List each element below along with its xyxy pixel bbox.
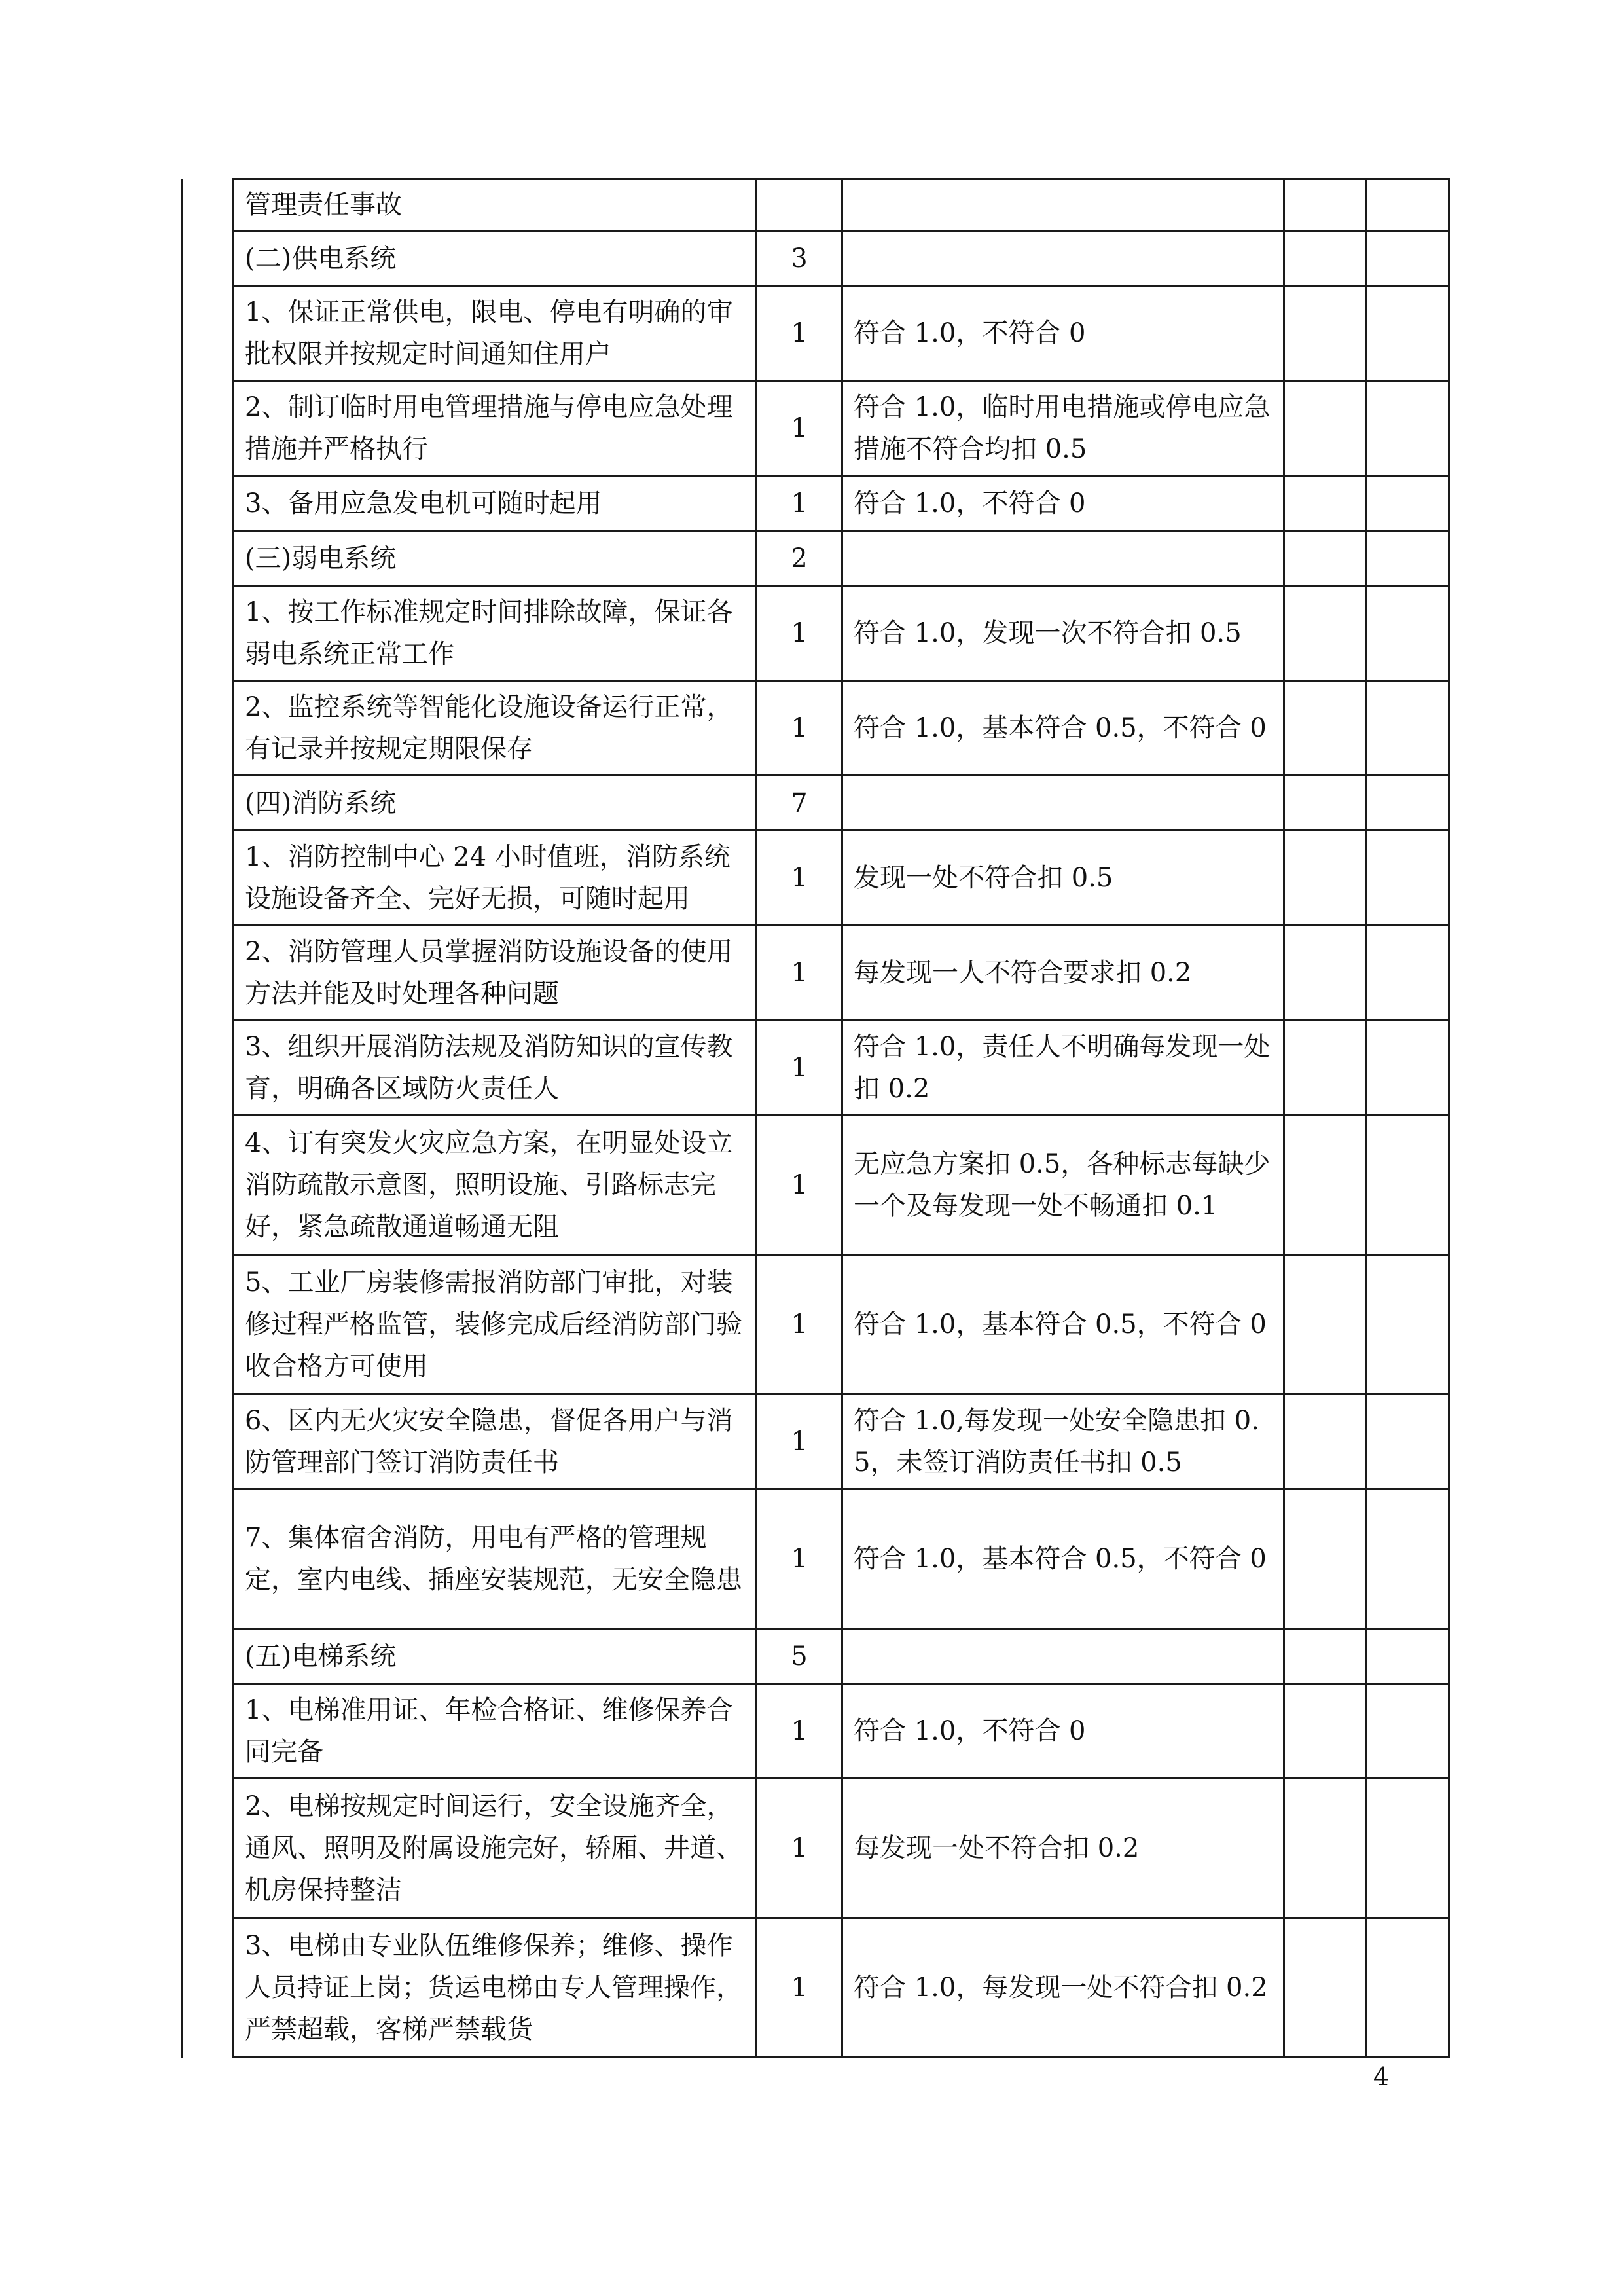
table-row [182,381,1449,476]
standard-cell: 符合 1.0，基本符合 0.5，不符合 0 [842,1489,1284,1629]
item-content: 2、制订临时用电管理措施与停电应急处理措施并严格执行 [234,381,757,476]
section-title: (五)电梯系统 [234,1629,757,1684]
check-cell [1284,231,1367,286]
category-column-cell [182,1779,234,1918]
check-cell [1284,776,1367,831]
score-cell: 1 [757,1489,842,1629]
category-column-cell [182,681,234,776]
table-row [182,831,1449,926]
score-cell: 1 [757,586,842,681]
deduction-cell [1367,1629,1449,1684]
deduction-cell [1367,681,1449,776]
score-cell: 1 [757,1021,842,1116]
section-row [182,776,1449,831]
item-content: 1、保证正常供电，限电、停电有明确的审批权限并按规定时间通知住用户 [234,286,757,381]
score-cell: 1 [757,381,842,476]
score-cell: 1 [757,1116,842,1255]
table-row [182,1021,1449,1116]
item-content: 管理责任事故 [234,179,757,231]
standard-cell [842,231,1284,286]
standard-cell: 符合 1.0，不符合 0 [842,476,1284,531]
score-cell: 1 [757,1684,842,1779]
category-column-cell [182,586,234,681]
category-column-cell [182,1255,234,1394]
category-column-cell [182,476,234,531]
check-cell [1284,1489,1367,1629]
table-row [182,476,1449,531]
section-title: (二)供电系统 [234,231,757,286]
table-row [182,286,1449,381]
check-cell [1284,1684,1367,1779]
score-cell: 1 [757,926,842,1021]
section-row [182,231,1449,286]
deduction-cell [1367,1255,1449,1394]
category-column-cell [182,1021,234,1116]
item-content: 1、按工作标准规定时间排除故障，保证各弱电系统正常工作 [234,586,757,681]
item-content: 7、集体宿舍消防，用电有严格的管理规定，室内电线、插座安装规范，无安全隐患 [234,1489,757,1629]
table-row [182,1918,1449,2058]
item-content: 2、电梯按规定时间运行，安全设施齐全，通风、照明及附属设施完好，轿厢、井道、机房保持整洁 [234,1779,757,1918]
check-cell [1284,1779,1367,1918]
score-cell: 7 [757,776,842,831]
section-row [182,1629,1449,1684]
item-content: 3、组织开展消防法规及消防知识的宣传教育，明确各区域防火责任人 [234,1021,757,1116]
item-content: 1、消防控制中心 24 小时值班，消防系统设施设备齐全、完好无损，可随时起用 [234,831,757,926]
standard-cell: 符合 1.0，不符合 0 [842,1684,1284,1779]
score-cell: 1 [757,1779,842,1918]
deduction-cell [1367,1918,1449,2058]
score-cell: 1 [757,1255,842,1394]
table-row [182,1116,1449,1255]
category-column-cell [182,926,234,1021]
standard-cell: 发现一处不符合扣 0.5 [842,831,1284,926]
category-column-cell [182,1918,234,2058]
score-cell: 1 [757,286,842,381]
table-row [182,179,1449,231]
standard-cell: 每发现一处不符合扣 0.2 [842,1779,1284,1918]
standard-cell: 符合 1.0，责任人不明确每发现一处扣 0.2 [842,1021,1284,1116]
check-cell [1284,476,1367,531]
page-number: 4 [1373,2062,1390,2091]
section-title: (三)弱电系统 [234,531,757,586]
score-cell: 1 [757,1918,842,2058]
standard-cell [842,179,1284,231]
deduction-cell [1367,1116,1449,1255]
deduction-cell [1367,831,1449,926]
deduction-cell [1367,926,1449,1021]
deduction-cell [1367,381,1449,476]
standard-cell: 符合 1.0，基本符合 0.5，不符合 0 [842,681,1284,776]
standard-cell: 符合 1.0，基本符合 0.5，不符合 0 [842,1255,1284,1394]
check-cell [1284,1021,1367,1116]
check-cell [1284,1255,1367,1394]
check-cell [1284,831,1367,926]
check-cell [1284,1918,1367,2058]
table-row [182,1489,1449,1629]
category-column-cell [182,286,234,381]
standard-cell: 符合 1.0，发现一次不符合扣 0.5 [842,586,1284,681]
item-content: 3、电梯由专业队伍维修保养；维修、操作人员持证上岗；货运电梯由专人管理操作，严禁超载，客梯严禁载货 [234,1918,757,2058]
table-row [182,681,1449,776]
deduction-cell [1367,1489,1449,1629]
score-cell: 2 [757,531,842,586]
evaluation-table [181,178,1450,2058]
section-row [182,531,1449,586]
deduction-cell [1367,476,1449,531]
category-column-cell [182,531,234,586]
item-content: 1、电梯准用证、年检合格证、维修保养合同完备 [234,1684,757,1779]
score-cell: 1 [757,1394,842,1489]
standard-cell: 符合 1.0，不符合 0 [842,286,1284,381]
table-row [182,586,1449,681]
category-column-cell [182,1116,234,1255]
item-content: 2、消防管理人员掌握消防设施设备的使用方法并能及时处理各种问题 [234,926,757,1021]
category-column-cell [182,1489,234,1629]
score-cell [757,179,842,231]
check-cell [1284,681,1367,776]
category-column-cell [182,179,234,231]
score-cell: 1 [757,681,842,776]
item-content: 6、区内无火灾安全隐患，督促各用户与消防管理部门签订消防责任书 [234,1394,757,1489]
deduction-cell [1367,586,1449,681]
category-column-cell [182,1394,234,1489]
section-title: (四)消防系统 [234,776,757,831]
item-content: 4、订有突发火灾应急方案，在明显处设立消防疏散示意图，照明设施、引路标志完好，紧急疏散通道畅通无阻 [234,1116,757,1255]
standard-cell: 符合 1.0，临时用电措施或停电应急措施不符合均扣 0.5 [842,381,1284,476]
check-cell [1284,531,1367,586]
score-cell: 1 [757,831,842,926]
deduction-cell [1367,531,1449,586]
check-cell [1284,179,1367,231]
category-column-cell [182,1629,234,1684]
standard-cell [842,531,1284,586]
check-cell [1284,926,1367,1021]
table-row [182,1779,1449,1918]
check-cell [1284,1394,1367,1489]
item-content: 5、工业厂房装修需报消防部门审批，对装修过程严格监管，装修完成后经消防部门验收合格方可使用 [234,1255,757,1394]
item-content: 3、备用应急发电机可随时起用 [234,476,757,531]
deduction-cell [1367,1394,1449,1489]
check-cell [1284,381,1367,476]
score-cell: 5 [757,1629,842,1684]
table-row [182,1684,1449,1779]
deduction-cell [1367,179,1449,231]
category-column-cell [182,831,234,926]
score-cell: 3 [757,231,842,286]
table-row [182,926,1449,1021]
deduction-cell [1367,776,1449,831]
standard-cell [842,776,1284,831]
evaluation-table-body [182,179,1449,2058]
score-cell: 1 [757,476,842,531]
category-column-cell [182,1684,234,1779]
standard-cell: 符合 1.0，每发现一处不符合扣 0.2 [842,1918,1284,2058]
deduction-cell [1367,286,1449,381]
standard-cell: 每发现一人不符合要求扣 0.2 [842,926,1284,1021]
deduction-cell [1367,231,1449,286]
check-cell [1284,1629,1367,1684]
standard-cell [842,1629,1284,1684]
deduction-cell [1367,1779,1449,1918]
check-cell [1284,286,1367,381]
category-column-cell [182,776,234,831]
category-column-cell [182,231,234,286]
item-content: 2、监控系统等智能化设施设备运行正常，有记录并按规定期限保存 [234,681,757,776]
deduction-cell [1367,1021,1449,1116]
table-row [182,1255,1449,1394]
check-cell [1284,1116,1367,1255]
category-column-cell [182,381,234,476]
standard-cell: 无应急方案扣 0.5，各种标志每缺少一个及每发现一处不畅通扣 0.1 [842,1116,1284,1255]
table-row [182,1394,1449,1489]
check-cell [1284,586,1367,681]
deduction-cell [1367,1684,1449,1779]
standard-cell: 符合 1.0,每发现一处安全隐患扣 0.5，未签订消防责任书扣 0.5 [842,1394,1284,1489]
